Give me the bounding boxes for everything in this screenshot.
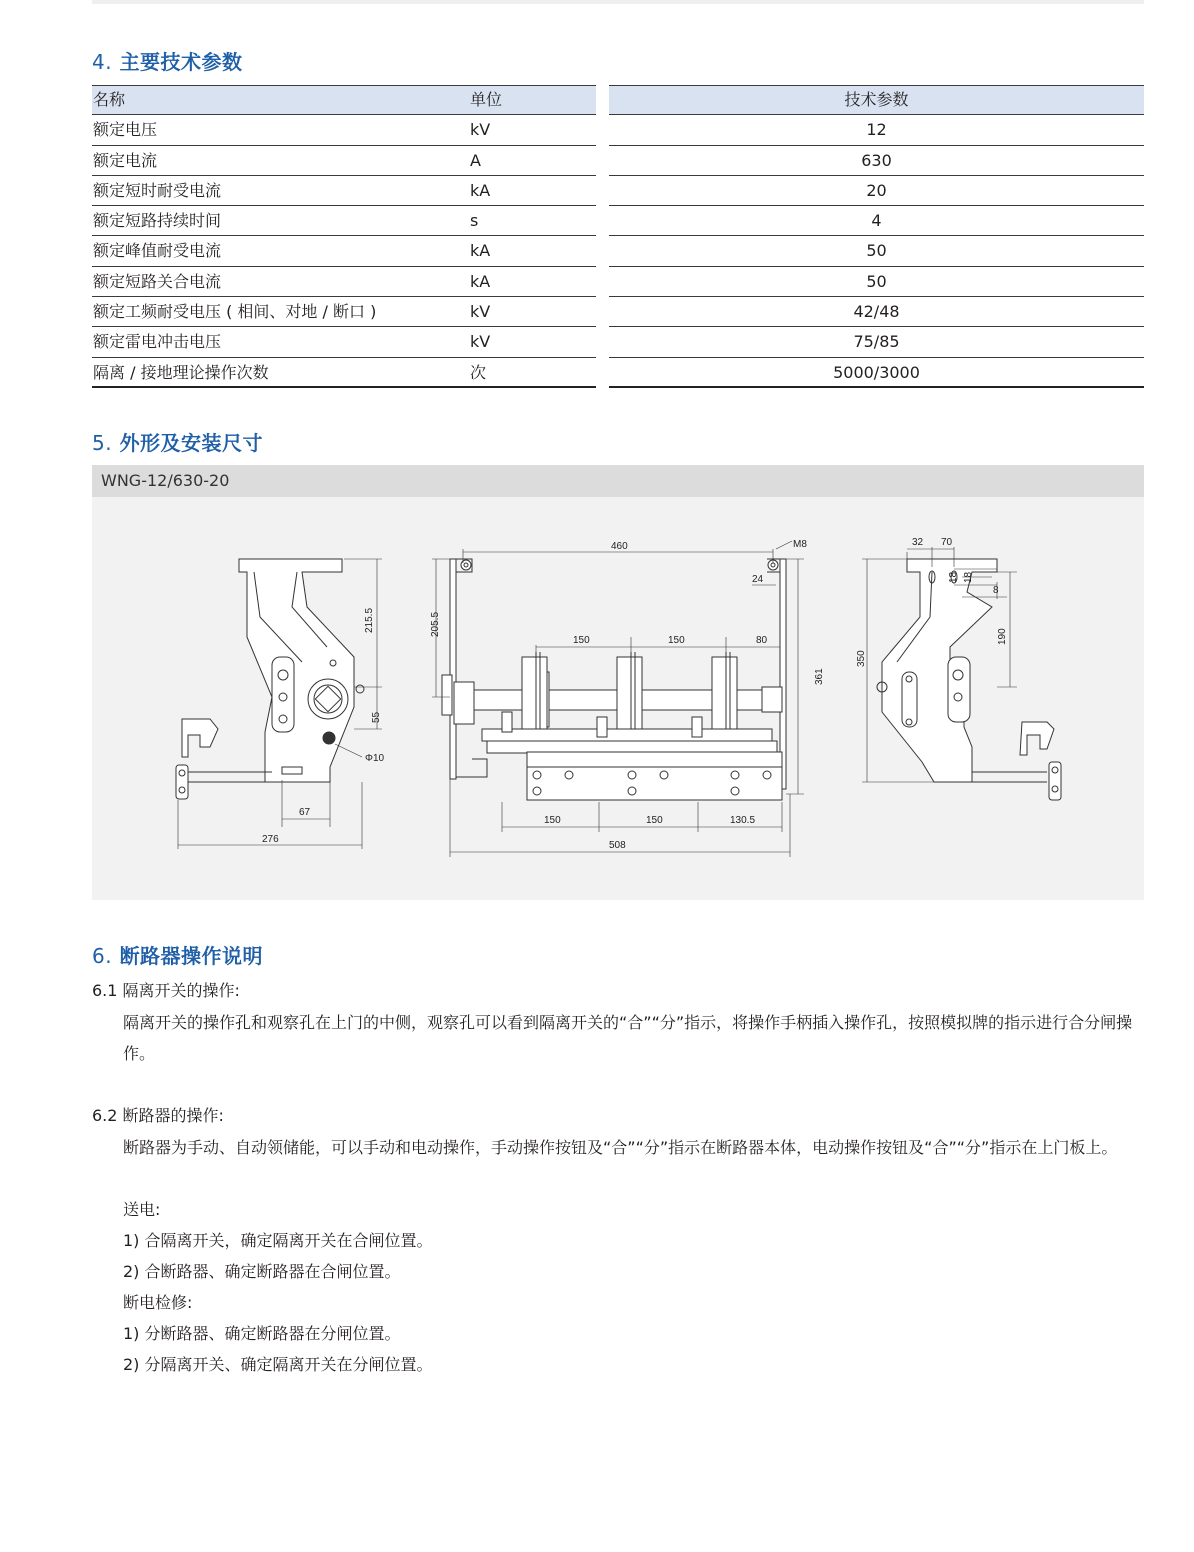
op-send-step-1: 1) 合隔离开关，确定隔离开关在合闸位置。 xyxy=(123,1231,433,1250)
left-side-view xyxy=(176,559,364,799)
row-value: 50 xyxy=(866,241,887,261)
op-send-step-2: 2) 合断路器、确定断路器在合闸位置。 xyxy=(123,1262,401,1281)
op-off-step-2: 2) 分隔离开关、确定隔离开关在分闸位置。 xyxy=(123,1355,433,1374)
table-row xyxy=(92,358,1144,388)
right-side-view xyxy=(877,559,1061,800)
table-row xyxy=(92,115,1144,145)
dim-24: 24 xyxy=(752,574,764,585)
dim-m8: M8 xyxy=(793,539,807,550)
row-unit: 次 xyxy=(470,362,487,382)
row-value: 20 xyxy=(866,180,887,200)
op-send-title: 送电: xyxy=(123,1200,161,1219)
row-unit: kV xyxy=(470,120,491,140)
table-header xyxy=(92,85,1144,115)
dim-276: 276 xyxy=(262,834,279,845)
row-value: 50 xyxy=(866,271,887,291)
dim-8: 8 xyxy=(993,585,999,596)
section-4-heading: 主要技术参数 xyxy=(119,50,243,74)
row-name: 额定工频耐受电压 ( 相间、对地 / 断口 ) xyxy=(93,302,377,322)
row-name: 额定电压 xyxy=(93,120,158,140)
dimension-drawing xyxy=(92,497,1144,900)
table-row xyxy=(92,176,1144,206)
section-4-number: 4. xyxy=(92,50,113,74)
dim-67: 67 xyxy=(299,807,311,818)
op-off-title: 断电检修: xyxy=(123,1293,193,1312)
op-off-step-1: 1) 分断路器、确定断路器在分闸位置。 xyxy=(123,1324,401,1343)
section-5-heading: 外形及安装尺寸 xyxy=(119,431,264,455)
dim-150a: 150 xyxy=(573,635,590,646)
op-6-1-body: 隔离开关的操作孔和观察孔在上门的中侧，观察孔可以看到隔离开关的“合”“分”指示，将操作手柄插入操作孔，按照模拟牌的指示进行合分闸操作。 xyxy=(123,1013,1133,1063)
dim-460: 460 xyxy=(611,541,628,552)
dim-70: 70 xyxy=(941,537,953,548)
row-value: 42/48 xyxy=(853,302,900,322)
row-name: 额定短路关合电流 xyxy=(93,271,222,291)
model-label-bar: WNG-12/630-20 xyxy=(92,465,1144,497)
dim-b150b: 150 xyxy=(646,815,663,826)
table-row xyxy=(92,297,1144,327)
dim-32: 32 xyxy=(912,537,924,548)
section-5-title xyxy=(92,427,263,456)
section-6-heading: 断路器操作说明 xyxy=(119,944,264,968)
top-rule xyxy=(92,0,1144,4)
op-6-2-body: 断路器为手动、自动领储能，可以手动和电动操作，手动操作按钮及“合”“分”指示在断路器本体，电动操作按钮及“合”“分”指示在上门板上。 xyxy=(123,1138,1118,1157)
dim-350: 350 xyxy=(856,650,867,667)
front-view xyxy=(442,559,786,800)
row-name: 隔离 / 接地理论操作次数 xyxy=(93,362,269,382)
row-value: 75/85 xyxy=(853,332,900,352)
table-row xyxy=(92,267,1144,297)
op-6-1-title: 6.1 隔离开关的操作: xyxy=(92,981,240,1000)
dim-phi10: Φ10 xyxy=(365,753,385,764)
header-name: 名称 xyxy=(93,90,126,109)
spec-table xyxy=(92,85,1144,388)
table-row xyxy=(92,146,1144,176)
table-row xyxy=(92,327,1144,357)
row-unit: kA xyxy=(470,271,491,291)
op-6-2-title: 6.2 断路器的操作: xyxy=(92,1106,224,1125)
outline-drawing-svg xyxy=(92,497,1144,900)
section-6-number: 6. xyxy=(92,944,113,968)
row-name: 额定电流 xyxy=(93,150,158,170)
row-value: 12 xyxy=(866,120,887,140)
section-5-number: 5. xyxy=(92,431,113,455)
section-4-title xyxy=(92,46,243,75)
dim-361: 361 xyxy=(814,668,825,685)
row-value: 630 xyxy=(861,150,892,170)
row-name: 额定峰值耐受电流 xyxy=(93,241,222,261)
row-value: 5000/3000 xyxy=(833,362,920,382)
row-name: 额定雷电冲击电压 xyxy=(93,332,222,352)
dim-190: 190 xyxy=(997,628,1008,645)
dim-150b: 150 xyxy=(668,635,685,646)
row-unit: kV xyxy=(470,302,491,322)
row-unit: kA xyxy=(470,241,491,261)
row-name: 额定短路持续时间 xyxy=(93,211,222,231)
header-unit: 单位 xyxy=(470,90,503,109)
section-6-title xyxy=(92,940,263,969)
dim-18a: 18 xyxy=(948,571,959,583)
row-name: 额定短时耐受电流 xyxy=(93,180,222,200)
dim-508: 508 xyxy=(609,840,626,851)
row-unit: kA xyxy=(470,180,491,200)
row-unit: s xyxy=(470,211,479,231)
row-unit: kV xyxy=(470,332,491,352)
dim-55: 55 xyxy=(371,711,382,723)
table-row xyxy=(92,206,1144,236)
row-unit: A xyxy=(470,150,481,170)
dim-215: 215.5 xyxy=(364,607,375,633)
header-value: 技术参数 xyxy=(844,90,909,109)
dim-205: 205.5 xyxy=(430,611,441,637)
dim-130: 130.5 xyxy=(730,815,756,826)
dim-80: 80 xyxy=(756,635,768,646)
row-value: 4 xyxy=(871,211,882,231)
dim-18b: 18 xyxy=(963,571,974,583)
dim-b150a: 150 xyxy=(544,815,561,826)
table-row xyxy=(92,236,1144,266)
